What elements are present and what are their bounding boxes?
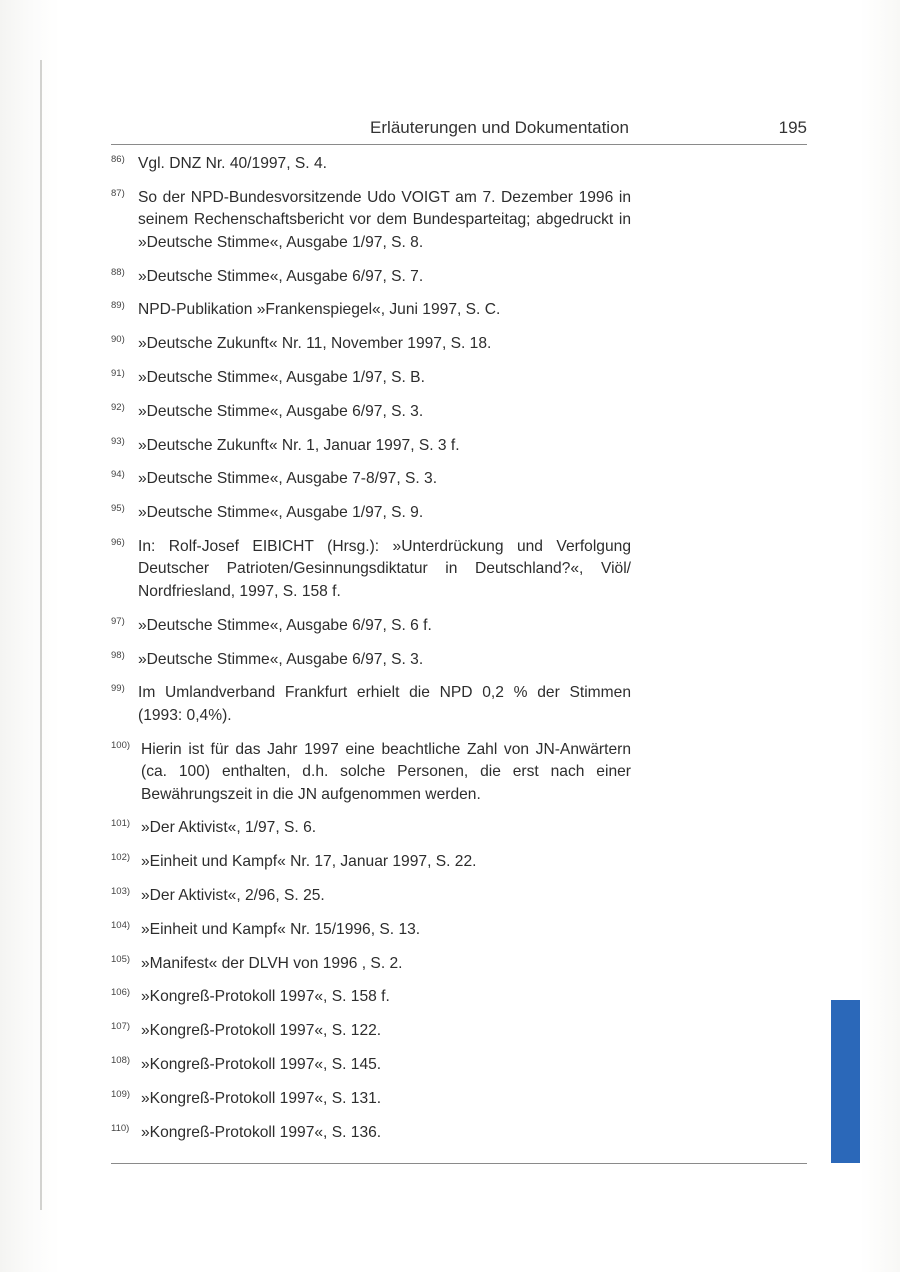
endnote [111,299,631,322]
endnote-number: 94) [111,469,125,481]
endnote-number: 98) [111,649,125,661]
chapter-thumb-tab [831,1000,860,1163]
endnote-number: 110) [111,1122,130,1134]
endnote-number: 86) [111,154,125,165]
endnote-text: »Einheit und Kampf« Nr. 17, Januar 1997, S. 22. [141,853,477,871]
endnote-text: »Einheit und Kampf« Nr. 15/1996, S. 13. [141,920,421,938]
endnote-number: 91) [111,367,125,379]
endnote-number: 96) [111,536,125,548]
endnote-text: In: Rolf-Josef EIBICHT (Hrsg.): »Unterdrückung und Verfolgung Deutscher Patrioten/Gesinnungsdiktatur in Deutschland?«, Viöl/ Nordfriesland, 1997, S. 158 f. [138,537,631,600]
endnote-text: »Manifest« der DLVH von 1996 , S. 2. [141,954,403,972]
endnote-text: »Der Aktivist«, 1/97, S. 6. [141,819,317,837]
endnotes-list [111,153,631,1155]
endnote [111,367,631,390]
endnote [111,851,631,874]
endnote-number: 87) [111,187,125,199]
endnote-text: NPD-Publikation »Frankenspiegel«, Juni 1997, S. C. [138,301,501,319]
endnote-number: 92) [111,401,125,413]
endnote [111,615,631,638]
endnote [111,1020,631,1043]
endnote-text: »Deutsche Stimme«, Ausgabe 1/97, S. B. [138,368,425,386]
endnote [111,333,631,356]
endnote-number: 101) [111,818,131,830]
endnote [111,739,631,807]
endnote [111,1088,631,1111]
endnote-number: 97) [111,615,125,627]
endnote [111,682,631,727]
endnote-number: 95) [111,503,125,515]
bottom-rule [111,1163,807,1164]
endnote-number: 93) [111,435,125,447]
endnote [111,953,631,976]
running-header [111,116,807,145]
endnote-number: 103) [111,886,131,898]
endnote-text: »Deutsche Stimme«, Ausgabe 6/97, S. 7. [138,267,424,285]
endnote-number: 100) [111,739,131,751]
endnote-text: »Deutsche Zukunft« Nr. 1, Januar 1997, S. 3 f. [138,436,460,454]
endnote-number: 108) [111,1055,131,1067]
endnote-number: 88) [111,266,125,278]
endnote [111,1054,631,1077]
endnote [111,885,631,908]
endnote-text: »Kongreß-Protokoll 1997«, S. 145. [141,1056,382,1074]
endnote-number: 102) [111,852,131,864]
endnote-number: 109) [111,1088,131,1100]
endnote [111,502,631,525]
endnote-number: 104) [111,919,131,931]
endnote-number: 90) [111,334,125,346]
endnote-text: »Deutsche Stimme«, Ausgabe 6/97, S. 3. [138,402,424,420]
endnote-text: Vgl. DNZ Nr. 40/1997, S. 4. [138,155,327,172]
endnote-number: 99) [111,683,125,695]
endnote-text: »Deutsche Stimme«, Ausgabe 6/97, S. 3. [138,650,424,668]
page-gutter-shadow [40,60,42,1210]
endnote-text: Hierin ist für das Jahr 1997 eine beachtliche Zahl von JN-Anwärtern (ca. 100) enthalten, d.h. solche Personen, die erst nach einer Bewährungszeit in die JN aufgenommen werden. [141,740,631,803]
page-number: 195 [778,118,807,137]
endnote-number: 106) [111,987,131,999]
endnote-number: 107) [111,1021,131,1033]
endnote-number: 89) [111,300,125,312]
endnote-text: »Kongreß-Protokoll 1997«, S. 158 f. [141,988,390,1006]
endnote-text: »Kongreß-Protokoll 1997«, S. 136. [141,1123,382,1141]
endnote-text: »Kongreß-Protokoll 1997«, S. 122. [141,1022,382,1040]
endnote-text: »Kongreß-Protokoll 1997«, S. 131. [141,1089,382,1107]
endnote-text: Im Umlandverband Frankfurt erhielt die NPD 0,2 % der Stimmen (1993: 0,4%). [138,684,631,724]
endnote [111,266,631,289]
running-header-title: Erläuterungen und Dokumentation [370,118,629,137]
endnote [111,649,631,672]
endnote [111,986,631,1009]
endnote-number: 105) [111,953,131,965]
endnote [111,817,631,840]
endnote [111,435,631,458]
endnote [111,401,631,424]
endnote-text: »Deutsche Stimme«, Ausgabe 7-8/97, S. 3. [138,470,438,488]
endnote-text: So der NPD-Bundesvorsitzende Udo VOIGT am 7. Dezember 1996 in seinem Rechenschaftsbericht vor dem Bundesparteitag; abgedruckt in »Deutsche Stimme«, Ausgabe 1/97, S. 8. [138,188,631,251]
endnote [111,468,631,491]
endnote [111,153,631,176]
endnote [111,1122,631,1145]
endnote [111,187,631,255]
endnote-text: »Der Aktivist«, 2/96, S. 25. [141,887,325,905]
endnote [111,919,631,942]
endnote-text: »Deutsche Zukunft« Nr. 11, November 1997, S. 18. [138,335,492,353]
endnote-text: »Deutsche Stimme«, Ausgabe 6/97, S. 6 f. [138,616,432,634]
endnote-text: »Deutsche Stimme«, Ausgabe 1/97, S. 9. [138,504,424,522]
endnote [111,536,631,604]
